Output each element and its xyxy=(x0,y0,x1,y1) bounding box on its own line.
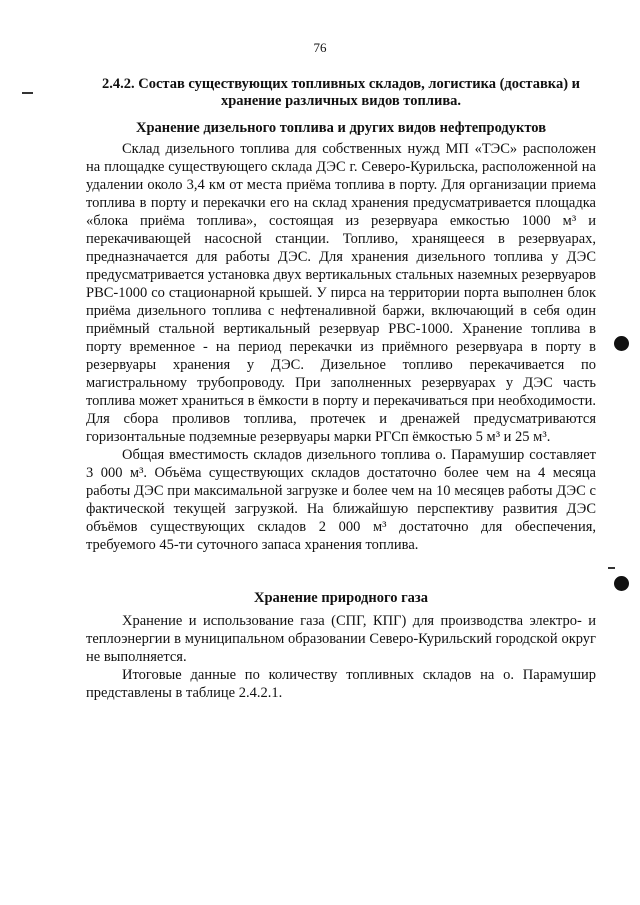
binder-hole-lower xyxy=(614,576,629,591)
diesel-storage-heading: Хранение дизельного топлива и других видов нефтепродуктов xyxy=(135,120,547,136)
gas-storage-paragraph-2: Итоговые данные по количеству топливных складов на о. Парамушир представлены в таблице 2.4.2.1. xyxy=(86,667,596,701)
section-title-line-2: хранение различных видов топлива. xyxy=(220,93,462,109)
document-body xyxy=(86,76,596,702)
scan-mark-left xyxy=(22,92,33,94)
section-title-line-1: 2.4.2. Состав существующих топливных складов, логистика (доставка) и xyxy=(101,76,580,92)
page-number: 76 xyxy=(313,40,327,55)
section-title xyxy=(86,76,596,110)
diesel-storage-paragraph-2: Общая вместимость складов дизельного топлива о. Парамушир составляет 3 000 м³. Объёма существующих складов достаточно более чем на 4 месяца работы ДЭС при максимальной загрузке и более чем на 10 месяцев работы ДЭС с фактической текущей загрузкой. На ближайшую перспективу развития ДЭС объёмов существующих складов 2 000 м³ достаточно для обеспечения, требуемого 45-ти суточного запаса хранения топлива. xyxy=(86,447,596,553)
diesel-storage-paragraph-1: Склад дизельного топлива для собственных нужд МП «ТЭС» расположен на площадке существующего склада ДЭС г. Северо-Курильска, расположенной на удалении около 3,4 км от места приёма топлива в порту. Для организации приема топлива в порту и перекачки его на склад хранения предусматривается площадка «блока приёма топлива», состоящая из резервуара емкостью 1000 м³ и перекачивающей насосной станции. Топливо, хранящееся в резервуарах, предназначается для работы ДЭС. Для хранения дизельного топлива у ДЭС предусматривается установка двух вертикальных стальных наземных резервуаров РВС-1000 со стационарной крышей. У пирса на территории порта выполнен блок приёма дизельного топлива с нефтеналивной баржи, включающий в себя один приёмный стальной вертикальный резервуар РВС-1000. Хранение топлива в порту временное - на период перекачки из приёмного резервуара в порту в резервуары хранения у ДЭС. Дизельное топливо перекачивается по магистральному трубопроводу. При заполненных резервуарах у ДЭС часть топлива может храниться в ёмкости в порту и перекачиваться при необходимости. Для сбора проливов топлива, протечек и дренажей предусматриваются горизонтальные подземные резервуары марки РГСп ёмкостью 5 м³ и 25 м³. xyxy=(86,141,596,445)
gas-storage-heading: Хранение природного газа xyxy=(254,590,428,606)
gas-storage-paragraph-1: Хранение и использование газа (СПГ, КПГ) для производства электро- и теплоэнергии в муниципальном образовании Северо-Курильский городской округ не выполняется. xyxy=(86,613,596,665)
scan-mark-right xyxy=(608,567,615,569)
binder-hole-upper xyxy=(614,336,629,351)
